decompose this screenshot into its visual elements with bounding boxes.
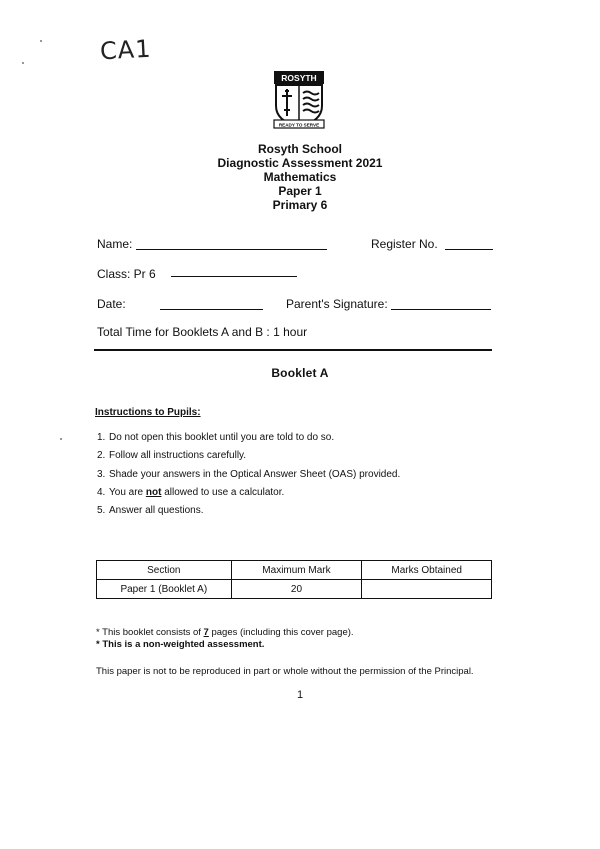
register-label: Register No. bbox=[371, 237, 438, 251]
booklet-title: Booklet A bbox=[271, 366, 329, 380]
name-field[interactable] bbox=[136, 249, 327, 250]
assessment-title: Diagnostic Assessment 2021 bbox=[217, 156, 383, 170]
svg-text:READY TO SERVE: READY TO SERVE bbox=[278, 122, 320, 128]
instruction-item: 4. You are not allowed to use a calculator. bbox=[97, 487, 285, 498]
handwritten-code: CA1 bbox=[99, 34, 153, 66]
paper-label: Paper 1 bbox=[278, 184, 322, 198]
class-label: Class: Pr 6 bbox=[97, 267, 156, 281]
table-cell: Paper 1 (Booklet A) bbox=[97, 580, 232, 599]
register-field[interactable] bbox=[445, 249, 493, 250]
scan-speck bbox=[22, 62, 24, 64]
scan-speck bbox=[40, 40, 42, 42]
signature-label: Parent's Signature: bbox=[286, 297, 388, 311]
divider-rule bbox=[94, 349, 492, 351]
marks-table bbox=[96, 560, 492, 599]
instructions-heading: Instructions to Pupils: bbox=[95, 407, 201, 418]
page-number: 1 bbox=[296, 689, 304, 701]
marks-obtained-cell[interactable] bbox=[362, 580, 492, 599]
signature-field[interactable] bbox=[391, 309, 491, 310]
instruction-item: 1. Do not open this booklet until you are told to do so. bbox=[97, 432, 335, 443]
scan-speck bbox=[60, 438, 62, 440]
instruction-item: 2. Follow all instructions carefully. bbox=[97, 450, 247, 461]
date-label: Date: bbox=[97, 297, 126, 311]
pages-note: * This booklet consists of 7 pages (including this cover page). bbox=[96, 627, 354, 638]
table-row bbox=[97, 580, 492, 599]
instruction-item: 3. Shade your answers in the Optical Answer Sheet (OAS) provided. bbox=[97, 469, 401, 480]
school-name: Rosyth School bbox=[257, 142, 342, 156]
copyright-note: This paper is not to be reproduced in part or whole without the permission of the Principal. bbox=[96, 666, 474, 677]
level-label: Primary 6 bbox=[272, 198, 328, 212]
table-header-row bbox=[97, 561, 492, 580]
weighting-note: * This is a non-weighted assessment. bbox=[96, 639, 265, 650]
instruction-item: 5. Answer all questions. bbox=[97, 505, 204, 516]
table-cell: 20 bbox=[231, 580, 362, 599]
subject: Mathematics bbox=[263, 170, 337, 184]
name-label: Name: bbox=[97, 237, 133, 251]
table-header-cell: Section bbox=[97, 561, 232, 580]
table-header-cell: Maximum Mark bbox=[231, 561, 362, 580]
table-header-cell: Marks Obtained bbox=[362, 561, 492, 580]
document-header bbox=[0, 142, 600, 212]
class-field[interactable] bbox=[171, 276, 297, 277]
svg-text:ROSYTH: ROSYTH bbox=[281, 73, 317, 83]
total-time: Total Time for Booklets A and B : 1 hour bbox=[97, 325, 308, 339]
date-field[interactable] bbox=[160, 309, 263, 310]
school-crest-logo bbox=[271, 70, 327, 130]
